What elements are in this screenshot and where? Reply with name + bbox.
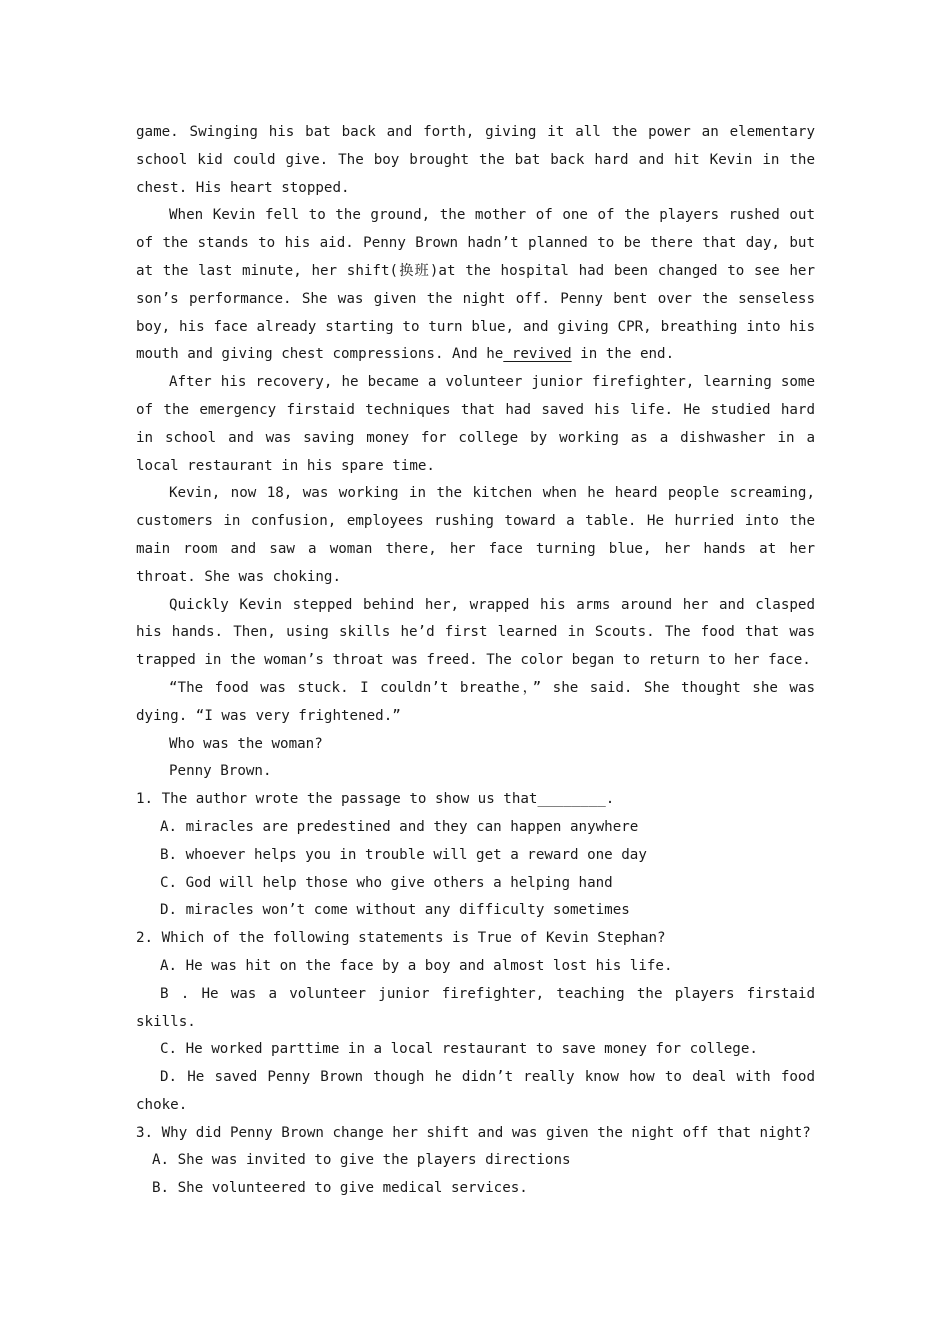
paragraph-4: Kevin, now 18, was working in the kitchen when he heard people screaming, customers in confusion, employees rushing toward a table. He hurried into the main room and saw a woman there, her face turning blue, her hands at her throat. She was choking.: [136, 485, 815, 585]
paragraph-2-text-start: When Kevin fell to the ground, the mother of one of the players rushed out of the stands to his aid. Penny Brown hadn’t planned to be there that day, but at the last minute, her shift(换班)at the hospital had been changed to see her son’s performance. She was given the night off. Penny bent over the senseless boy, his face already starting to turn blue, and giving CPR, breathing into his mouth and giving chest compressions. And he: [136, 207, 815, 363]
paragraph-7: Who was the woman?: [169, 735, 323, 752]
underlined-word-revived: revived: [503, 346, 572, 363]
paragraph-1: game. Swinging his bat back and forth, giving it all the power an elementary school kid could give. The boy brought the bat back hard and hit Kevin in the chest. His heart stopped.: [136, 124, 815, 196]
question-1-option-d: D. miracles won’t come without any difficulty sometimes: [160, 902, 630, 919]
paragraph-5: Quickly Kevin stepped behind her, wrapped his arms around her and clasped his hands. Then, using skills he’d first learned in Scouts. The food that was trapped in the woman’s throat was freed. The color began to return to her face.: [136, 596, 815, 669]
question-1-option-b: B. whoever helps you in trouble will get a reward one day: [160, 846, 647, 863]
paragraph-6: “The food was stuck. I couldn’t breathe，” she said. She thought she was dying. “I was very frightened.”: [136, 679, 815, 724]
paragraph-8: Penny Brown.: [169, 763, 272, 780]
document-page: [136, 119, 815, 1203]
question-2-option-d: D. He saved Penny Brown though he didn’t really know how to deal with food choke.: [136, 1069, 815, 1113]
question-3-option-b: B. She volunteered to give medical services.: [152, 1180, 528, 1197]
question-3-option-a: A. She was invited to give the players directions: [152, 1152, 571, 1169]
question-2-stem: 2. Which of the following statements is True of Kevin Stephan?: [136, 930, 666, 947]
question-3-stem: 3. Why did Penny Brown change her shift and was given the night off that night?: [136, 1124, 811, 1141]
question-1-option-c: C. God will help those who give others a helping hand: [160, 874, 613, 891]
question-2-option-c: C. He worked parttime in a local restaurant to save money for college.: [160, 1041, 758, 1058]
paragraph-2-text-end: in the end.: [571, 346, 675, 363]
paragraph-3: After his recovery, he became a volunteer junior firefighter, learning some of the emergency firstaid techniques that had saved his life. He studied hard in school and was saving money for college by working as a dishwasher in a local restaurant in his spare time.: [136, 374, 815, 474]
paragraph-2: [136, 202, 815, 369]
question-2-option-a: A. He was hit on the face by a boy and almost lost his life.: [160, 957, 673, 974]
question-2-option-b: B . He was a volunteer junior firefighter, teaching the players firstaid skills.: [136, 985, 815, 1030]
question-1-option-a: A. miracles are predestined and they can happen anywhere: [160, 818, 639, 835]
question-1-stem: 1. The author wrote the passage to show us that________.: [136, 791, 615, 808]
